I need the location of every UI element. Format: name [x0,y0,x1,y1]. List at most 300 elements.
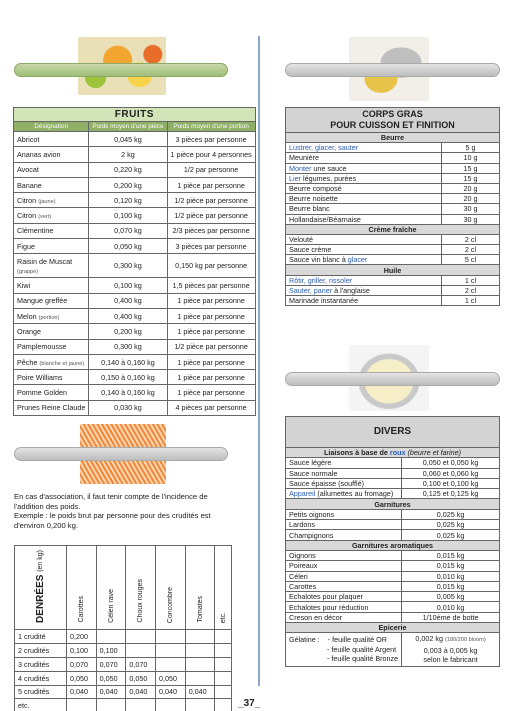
corps-item-text: Beurre noisette [289,194,338,204]
divers-value: 0,010 kg [402,571,500,581]
fruit-portion: 1 pièce par personne [167,293,255,308]
denrees-header [15,546,67,630]
corps-gras-title [286,108,500,133]
fruits-row [14,370,256,385]
corps-section-row [286,265,500,275]
corps-item-text: Meunière [289,153,319,163]
fruit-weight: 2 kg [89,147,167,162]
crudites-note-line2: Exemple : le poids brut par personne pour des crudités est d'environ 0,200 kg. [14,511,211,530]
fruit-weight: 0,100 kg [89,278,167,293]
denrees-cell [185,643,215,657]
divers-row [286,550,500,560]
fruit-name-text: Figue [17,241,35,251]
divers-value: 0,060 et 0,060 kg [402,468,500,478]
corps-section-row [286,224,500,234]
fruits-title: FRUITS [14,108,256,122]
divers-section-name: Epicerie [378,623,407,633]
corps-item [286,194,442,204]
denrees-cell [126,629,156,643]
denrees-row-label: 4 crudités [15,671,67,685]
divers-row [286,602,500,612]
denrees-cell: 0,040 [126,685,156,699]
divers-value: 0,015 kg [402,550,500,560]
divers-row [286,458,500,468]
divers-section-row [286,623,500,633]
divers-section-name: Garnitures [374,499,411,509]
denrees-row-label: 3 crudités [15,657,67,671]
corps-item [286,183,442,193]
corps-value: 20 g [442,194,500,204]
fruit-name [14,308,89,323]
fruit-name-text: Ananas avion [17,149,61,159]
fruit-portion: 2/3 pièces par personne [167,223,255,238]
divers-item [286,612,402,622]
denrees-cell [215,643,232,657]
denrees-column-label: Céleri rave [107,589,115,623]
gelatine-item: - feuille qualité OR [327,635,387,645]
divers-item-link[interactable]: Appareil [289,489,316,499]
gelatine-value-cell [402,633,500,667]
denrees-column-header [185,546,215,630]
corps-item [286,285,442,295]
corps-value: 30 g [442,204,500,214]
divers-section-row [286,448,500,458]
denrees-cell: 0,050 [156,671,186,685]
fruit-name-text: Pêche [17,357,38,367]
fruits-header-portion: Poids moyen d'une portion [167,122,255,132]
divers-row [286,571,500,581]
fruit-name [14,208,89,223]
fruits-row [14,339,256,354]
divers-section-note: (beurre et farine) [405,448,462,458]
corps-item [286,296,442,306]
corps-value: 2 cl [442,245,500,255]
crudites-note [14,492,234,530]
denrees-cell: 0,100 [67,643,97,657]
corps-item-link[interactable]: glacer [347,255,368,265]
corps-value: 5 cl [442,255,500,265]
divers-row [286,612,500,622]
fruit-weight: 0,300 kg [89,339,167,354]
corps-value: 15 g [442,163,500,173]
divers-section-name: Liaisons à base de [323,448,390,458]
corps-item [286,245,442,255]
fruit-portion: 1,5 pièces par personne [167,278,255,293]
denrees-row [15,699,232,711]
corps-row [286,153,500,163]
divers-item-suffix: (allumettes au fromage) [315,489,394,499]
fruit-portion: 1 pièce par personne [167,177,255,192]
corps-item [286,234,442,244]
fruit-portion: 1/2 pièce par personne [167,208,255,223]
denrees-column-header [67,546,97,630]
divers-value: 0,025 kg [402,520,500,530]
denrees-row-label: etc. [15,699,67,711]
divers-row [286,478,500,488]
corps-row [286,194,500,204]
corps-value: 2 cl [442,285,500,295]
fruit-weight: 0,150 à 0,160 kg [89,370,167,385]
denrees-cell: 0,040 [185,685,215,699]
corps-row [286,143,500,153]
denrees-cell: 0,070 [96,657,126,671]
divers-item-text: Creson en décor [289,612,343,622]
divers-item [286,458,402,468]
fruit-name [14,293,89,308]
fruit-portion: 1 pièce par personne [167,354,255,369]
fruit-portion: 1 pièce par personne [167,324,255,339]
divers-value: 0,125 et 0,125 kg [402,489,500,499]
denrees-cell [185,699,215,711]
corps-row [286,173,500,183]
divers-item [286,509,402,519]
gelatine-value: selon le fabricant [423,655,478,665]
divers-row [286,581,500,591]
corps-item [286,173,442,183]
crudites-note-line1: En cas d'association, il faut tenir compte de l'incidence de l'addition des poids. [14,492,208,511]
denrees-cell [215,685,232,699]
corps-item-text: Beurre composé [289,184,342,194]
fruit-name-text: Abricot [17,134,40,144]
denrees-cell [185,657,215,671]
denrees-column-header [215,546,232,630]
denrees-cell: 0,200 [67,629,97,643]
fruit-weight: 0,070 kg [89,223,167,238]
divers-section-title [286,623,500,633]
fruit-weight: 0,140 à 0,160 kg [89,385,167,400]
corps-row [286,285,500,295]
denrees-row-label: 5 crudités [15,685,67,699]
fruit-portion: 4 pièces par personne [167,400,255,415]
corps-item [286,143,442,153]
fruit-portion: 1 pièce par personne [167,308,255,323]
fruits-row [14,177,256,192]
divers-item [286,468,402,478]
divers-value: 0,100 et 0,100 kg [402,478,500,488]
denrees-row [15,657,232,671]
page-number-value: 37 [243,698,255,709]
divers-row [286,468,500,478]
fruits-row [14,400,256,415]
denrees-cell [96,629,126,643]
corps-item [286,153,442,163]
fruit-name-text: Banane [17,180,42,190]
fruit-weight: 0,400 kg [89,293,167,308]
gelatine-value-main: 0,002 kg [415,634,443,644]
denrees-cell [215,671,232,685]
fruits-row [14,223,256,238]
fruit-name [14,239,89,254]
divers-item [286,571,402,581]
corps-item [286,204,442,214]
corps-item-suffix: légumes, purées [301,173,357,183]
denrees-cell: 0,050 [67,671,97,685]
fruit-weight: 0,200 kg [89,324,167,339]
divers-section-title [286,448,500,458]
denrees-column-label: etc. [219,611,227,623]
fruits-pill-decor [14,63,228,77]
gelatine-value: 0,003 à 0,005 kg [423,645,478,655]
corps-value: 2 cl [442,234,500,244]
fruit-portion: 3 pièces par personne [167,132,255,147]
fruit-portion: 1/2 par personne [167,162,255,177]
corps-item [286,255,442,265]
fruit-weight: 0,100 kg [89,208,167,223]
divers-row [286,489,500,499]
divers-section-name: Garnitures aromatiques [351,540,434,550]
corps-value: 10 g [442,153,500,163]
divers-item [286,592,402,602]
fruits-row [14,354,256,369]
denrees-header-main: DENRÉES [35,574,46,623]
denrees-cell [215,699,232,711]
corps-item-link[interactable]: Lustrer, glacer, sauter [289,143,359,153]
fruit-name-text: Avocat [17,165,39,175]
corps-item-text: Sauce crème [289,245,332,255]
fruit-name [14,177,89,192]
denrees-row [15,671,232,685]
divers-value: 0,050 et 0,050 kg [402,458,500,468]
divers-pill-decor [285,372,500,386]
fruit-weight: 0,400 kg [89,308,167,323]
denrees-column-header [156,546,186,630]
fruit-name [14,370,89,385]
divers-item [286,530,402,540]
fruit-portion: 1/2 pièce par personne [167,193,255,208]
divers-item-text: Carottes [289,582,317,591]
corps-item-text: Sauce vin blanc à [289,255,348,265]
fruit-name [14,147,89,162]
corps-item-link[interactable]: Lier [289,173,301,183]
divers-item-text: Echalotes pour plaquer [289,592,363,602]
divers-title: DIVERS [286,417,500,448]
denrees-row-label: 1 crudité [15,629,67,643]
fruits-row [14,208,256,223]
denrees-cell: 0,040 [156,685,186,699]
corps-item-text: Hollandaise/Béarnaise [289,214,361,224]
fruit-weight: 0,300 kg [89,254,167,278]
gelatine-row [286,633,500,667]
fruit-name-text: Citron [17,195,37,205]
fruit-name [14,193,89,208]
corps-section-title: Huile [286,265,500,275]
fruit-name [14,354,89,369]
denrees-cell [67,699,97,711]
fruit-name [14,223,89,238]
corps-item [286,275,442,285]
denrees-cell [215,629,232,643]
fruit-note: (grappe) [17,268,39,275]
fruit-name-text: Citron [17,211,37,221]
divers-item-text: Sauce normale [289,468,338,478]
divers-item [286,489,402,499]
divers-section-title [286,540,500,550]
corps-value: 1 cl [442,296,500,306]
divers-item-text: Poireaux [289,561,318,571]
denrees-cell [185,671,215,685]
corps-value: 30 g [442,214,500,224]
denrees-cell [156,699,186,711]
fruit-name-text: Poire Williams [17,372,63,382]
corps-section-title: Beurre [286,133,500,143]
denrees-column-label: Carottes [77,596,85,623]
corps-item-suffix: à l'anglaise [332,285,370,295]
fruit-name-text: Pomme Golden [17,388,67,398]
fruit-note: (vert) [38,214,52,221]
fruit-name [14,254,89,278]
corps-row [286,275,500,285]
column-divider [258,36,260,686]
divers-value: 0,005 kg [402,592,500,602]
corps-item [286,163,442,173]
page-number: _37_ [238,698,261,709]
fruit-name-text: Prunes Reine Claude [17,403,86,413]
corps-value: 20 g [442,183,500,193]
denrees-column-label: Tomates [196,596,204,623]
divers-value: 0,015 kg [402,561,500,571]
denrees-column-header [126,546,156,630]
corps-item-link[interactable]: Rôtir, griller, rissoler [289,275,353,285]
fruit-weight: 0,050 kg [89,239,167,254]
denrees-header-label [31,546,50,627]
fruits-row [14,324,256,339]
denrees-column-header [96,546,126,630]
fruit-weight: 0,140 à 0,160 kg [89,354,167,369]
fruit-name-text: Pamplemousse [17,342,67,352]
divers-section-row [286,540,500,550]
denrees-cell [185,629,215,643]
divers-row [286,520,500,530]
denrees-cell [156,629,186,643]
divers-item-text: Oignons [289,551,316,561]
divers-section-link[interactable]: roux [389,448,406,458]
fruit-weight: 0,030 kg [89,400,167,415]
corps-item-text: Beurre blanc [289,204,330,214]
fruits-row [14,278,256,293]
fruit-name-text: Melon [17,311,37,321]
fruit-weight: 0,220 kg [89,162,167,177]
fruit-weight: 0,045 kg [89,132,167,147]
corps-value: 15 g [442,173,500,183]
corps-item-link[interactable]: Monter [289,163,312,173]
denrees-cell: 0,040 [67,685,97,699]
fruits-row [14,308,256,323]
divers-item-text: Petits oignons [289,509,335,519]
fruit-name-text: Mangue greffée [17,296,68,306]
fruit-name-text: Clémentine [17,226,54,236]
fruit-name [14,132,89,147]
fruit-portion: 1 pièce par personne [167,370,255,385]
divers-item [286,550,402,560]
denrees-cell: 0,070 [126,657,156,671]
divers-item [286,581,402,591]
corps-row [286,204,500,214]
fruits-row [14,147,256,162]
gelatine-label: Gélatine : [289,635,320,645]
denrees-table [14,545,232,711]
divers-value: 1/10ème de botte [402,612,500,622]
fruit-name-text: Raisin de Muscat [17,256,73,266]
gelatine-item: - feuille qualité Bronze [327,654,399,664]
corps-section-title: Crème fraîche [286,224,500,234]
divers-item-text: Lardons [289,520,315,530]
corps-row [286,183,500,193]
divers-value: 0,025 kg [402,530,500,540]
fruits-row [14,239,256,254]
divers-section-title [286,499,500,509]
fruit-name [14,339,89,354]
corps-row [286,234,500,244]
fruit-portion: 1 pièce pour 4 personnes [167,147,255,162]
fruit-name-text: Kiwi [17,281,31,291]
fruits-row [14,132,256,147]
divers-item [286,478,402,488]
denrees-cell: 0,050 [96,671,126,685]
fruit-note: (portion) [38,314,60,321]
divers-table [285,416,500,667]
fruits-table [13,107,256,416]
divers-item [286,561,402,571]
divers-item [286,520,402,530]
fruits-header-designation: Désignation [14,122,89,132]
corps-row [286,255,500,265]
denrees-cell [126,643,156,657]
denrees-row [15,685,232,699]
fruits-row [14,193,256,208]
divers-item-text: Sauce légère [289,458,332,468]
divers-value: 0,015 kg [402,581,500,591]
corps-value: 5 g [442,143,500,153]
divers-value: 0,025 kg [402,509,500,519]
divers-item [286,602,402,612]
crudites-pill-decor [14,447,228,461]
gelatine-label-cell [286,633,402,667]
corps-item [286,214,442,224]
denrees-cell: 0,100 [96,643,126,657]
denrees-cell [126,699,156,711]
corps-row [286,245,500,255]
fruit-weight: 0,120 kg [89,193,167,208]
fruit-note: (blanche et jaune) [39,360,85,367]
fruit-portion: 0,150 kg par personne [167,254,255,278]
divers-item-text: Echalotes pour réduction [289,602,369,612]
fruits-row [14,254,256,278]
corps-row [286,296,500,306]
corps-item-text: Velouté [289,234,313,244]
corps-value: 1 cl [442,275,500,285]
corps-item-suffix: une sauce [311,163,347,173]
divers-row [286,592,500,602]
fruit-name [14,400,89,415]
divers-item-text: Céleri [289,571,308,581]
divers-row [286,530,500,540]
corps-pill-decor [285,63,500,77]
divers-value: 0,010 kg [402,602,500,612]
fruit-name [14,324,89,339]
divers-row [286,561,500,571]
fruits-header-piece: Poids moyen d'une pièce [89,122,167,132]
corps-item-link[interactable]: Sauter, paner [289,285,333,295]
denrees-cell: 0,050 [126,671,156,685]
corps-row [286,163,500,173]
fruit-name [14,162,89,177]
fruits-row [14,293,256,308]
fruit-portion: 1/2 pièce par personne [167,339,255,354]
divers-item-text: Champignons [289,530,334,540]
corps-row [286,214,500,224]
corps-gras-table [285,107,500,306]
corps-section-row [286,133,500,143]
